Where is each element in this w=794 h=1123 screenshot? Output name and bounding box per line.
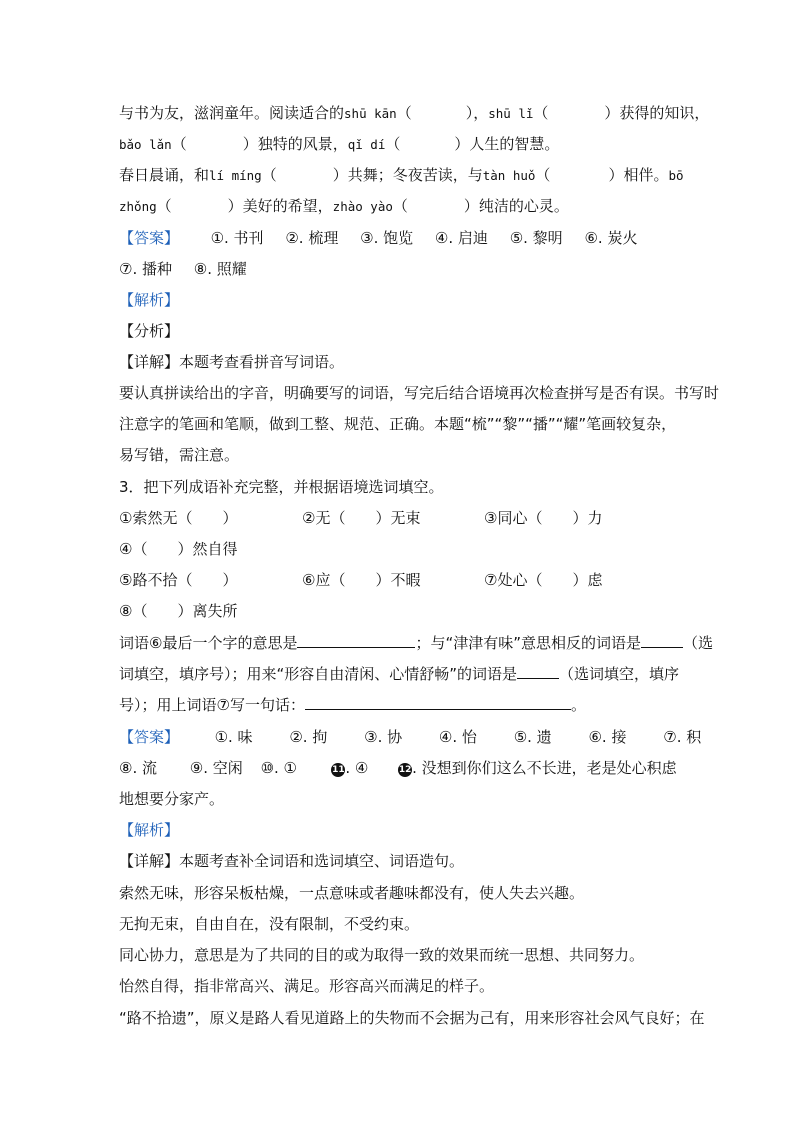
answer-item: ⑥. 炭火: [584, 229, 638, 247]
detail-text: 本题考查看拼音写词语。: [179, 353, 345, 371]
paren-open: （: [385, 135, 401, 153]
blank-line[interactable]: [517, 664, 559, 679]
q2-line-4: [119, 196, 569, 217]
idiom-4: ④（ ）然自得: [119, 540, 238, 558]
q2-text: ）共舞；冬夜苦读，与: [332, 166, 483, 184]
idiom-6: ⑥应（ ）不暇: [302, 571, 421, 589]
q2-text: ）相伴。: [608, 166, 669, 184]
q3-explain-1: 索然无味，形容呆板枯燥，一点意味或者趣味都没有，使人失去兴趣。: [119, 884, 585, 902]
paren-close: ），: [465, 104, 489, 122]
paren-open: （: [396, 104, 412, 122]
pinyin: zhǒng: [119, 199, 157, 214]
answer-item: ④. 怡: [438, 728, 477, 746]
paren-open: （: [156, 197, 172, 215]
pinyin: shū lǐ: [488, 106, 534, 121]
idiom-1: ①索然无（ ）: [119, 509, 238, 527]
q3-explain-4: 怡然自得，指非常高兴、满足。形容高兴而满足的样子。: [119, 977, 495, 995]
q2-line-1: [119, 103, 709, 124]
paren-open: （: [392, 197, 408, 215]
q3-answer-line-1: [119, 727, 703, 747]
q2-text: 与书为友，滋润童年。阅读适合的: [119, 104, 345, 122]
answer-item: ②. 拘: [289, 728, 328, 746]
q2-text: ）人生的智慧。: [454, 135, 560, 153]
answer-item: ⑤. 黎明: [509, 229, 563, 247]
q3-explain-3: 同心协力，意思是为了共同的目的或为取得一致的效果而统一思想、共同努力。: [119, 946, 645, 964]
q2-para-1: 要认真拼读给出的字音，明确要写的词语，写完后结合语境再次检查拼写是否有误。书写时: [119, 384, 720, 402]
idiom-5: ⑤路不拾（ ）: [119, 571, 238, 589]
q3-answer-line-3: 地想要分家产。: [119, 790, 225, 808]
q2-text: 春日晨诵，和: [119, 166, 210, 184]
blank-line[interactable]: [297, 633, 415, 648]
answer-item: ①. 书刊: [210, 229, 264, 247]
q3-question-line-2: 词填空，填序号）；用来“形容自由清闲、心情舒畅”的词语是 （选词填空，填序: [119, 665, 680, 683]
pinyin: lí míng: [209, 168, 262, 183]
q2-line-2: [119, 134, 559, 155]
answer-item: ③. 协: [364, 728, 403, 746]
paren-open: （: [533, 104, 549, 122]
q2-answer-line-2: [119, 259, 264, 279]
q2-answer-line-1: [119, 228, 654, 248]
answer-item: ⑤. 遗: [513, 728, 552, 746]
q3-row-4: [119, 601, 237, 621]
q2-text: ）独特的风景，: [242, 135, 348, 153]
blank-line[interactable]: [305, 695, 571, 710]
circled-number: 12: [398, 765, 412, 775]
paren-open: （: [535, 166, 551, 184]
pinyin: qǐ dí: [347, 137, 386, 152]
answer-item: ⑧. 流: [119, 759, 157, 777]
idiom-7: ⑦处心（ ）虑: [484, 571, 603, 589]
q2-para-3: 易写错，需注意。: [119, 446, 240, 464]
pinyin: zhào yào: [332, 199, 393, 214]
answer-label: 【答案】: [119, 728, 180, 746]
answer-item: ⑥. 接: [588, 728, 627, 746]
detail-label: 【详解】: [119, 852, 180, 870]
q3-row-2: [119, 539, 237, 559]
pinyin: tàn huǒ: [482, 168, 536, 183]
q2-detail: [119, 352, 344, 372]
q3-detail: [119, 851, 464, 871]
answer-label: 【答案】: [119, 229, 180, 247]
q3-explain-2: 无拘无束，自由自在，没有限制，不受约束。: [119, 915, 420, 933]
q2-fenxi-label: 【分析】: [119, 322, 180, 340]
q2-text: ）获得的知识，: [604, 104, 710, 122]
q3-question-line-1: 词语⑥最后一个字的意思是 ；与“津津有味”意思相反的词语是 （选: [119, 634, 714, 652]
detail-text: 本题考查补全词语和选词填空、词语造句。: [179, 852, 465, 870]
q3-analysis-label: 【解析】: [119, 821, 180, 839]
q2-text: ）纯洁的心灵。: [463, 197, 569, 215]
idiom-2: ②无（ ）无束: [302, 509, 421, 527]
answer-item: 12. 没想到你们这么不长进，老是处心积虑: [398, 759, 677, 777]
q2-line-3: [119, 165, 684, 186]
idiom-8: ⑧（ ）离失所: [119, 602, 238, 620]
answer-item: 11. ④: [332, 759, 369, 777]
detail-label: 【详解】: [119, 353, 180, 371]
answer-item: ①. 味: [214, 728, 253, 746]
paren-open: （: [261, 166, 277, 184]
pinyin: bǎo lǎn: [119, 137, 172, 152]
pinyin: shū kān: [344, 106, 397, 121]
answer-item: ⑦. 积: [663, 728, 702, 746]
answer-item: ③. 饱览: [360, 229, 414, 247]
paren-open: （: [171, 135, 187, 153]
circled-number: 11: [332, 765, 345, 775]
q2-text: ）美好的希望，: [227, 197, 333, 215]
q3-explain-5: “路不拾遗”，原义是路人看见道路上的失物而不会据为己有，用来形容社会风气良好；在: [119, 1009, 705, 1027]
answer-item: ⑨. 空闲: [189, 759, 243, 777]
q2-analysis-label: 【解析】: [119, 291, 180, 309]
answer-item: ⑧. 照耀: [193, 260, 247, 278]
q3-title: 3．把下列成语补充完整，并根据语境选词填空。: [119, 478, 444, 496]
pinyin: bō: [668, 168, 684, 183]
answer-item: ②. 梳理: [285, 229, 339, 247]
answer-item: ④. 启迪: [434, 229, 488, 247]
blank-line[interactable]: [641, 633, 683, 648]
q2-para-2: 注意字的笔画和笔顺，做到工整、规范、正确。本题“梳”“黎”“播”“耀”笔画较复杂，: [119, 415, 677, 433]
answer-item: ⑩. ①: [260, 759, 297, 777]
q3-answer-line-2: [119, 758, 677, 778]
answer-item: ⑦. 播种: [119, 260, 172, 278]
idiom-3: ③同心（ ）力: [484, 509, 603, 527]
q3-question-line-3: 号）；用上词语⑦写一句话： 。: [119, 696, 586, 714]
